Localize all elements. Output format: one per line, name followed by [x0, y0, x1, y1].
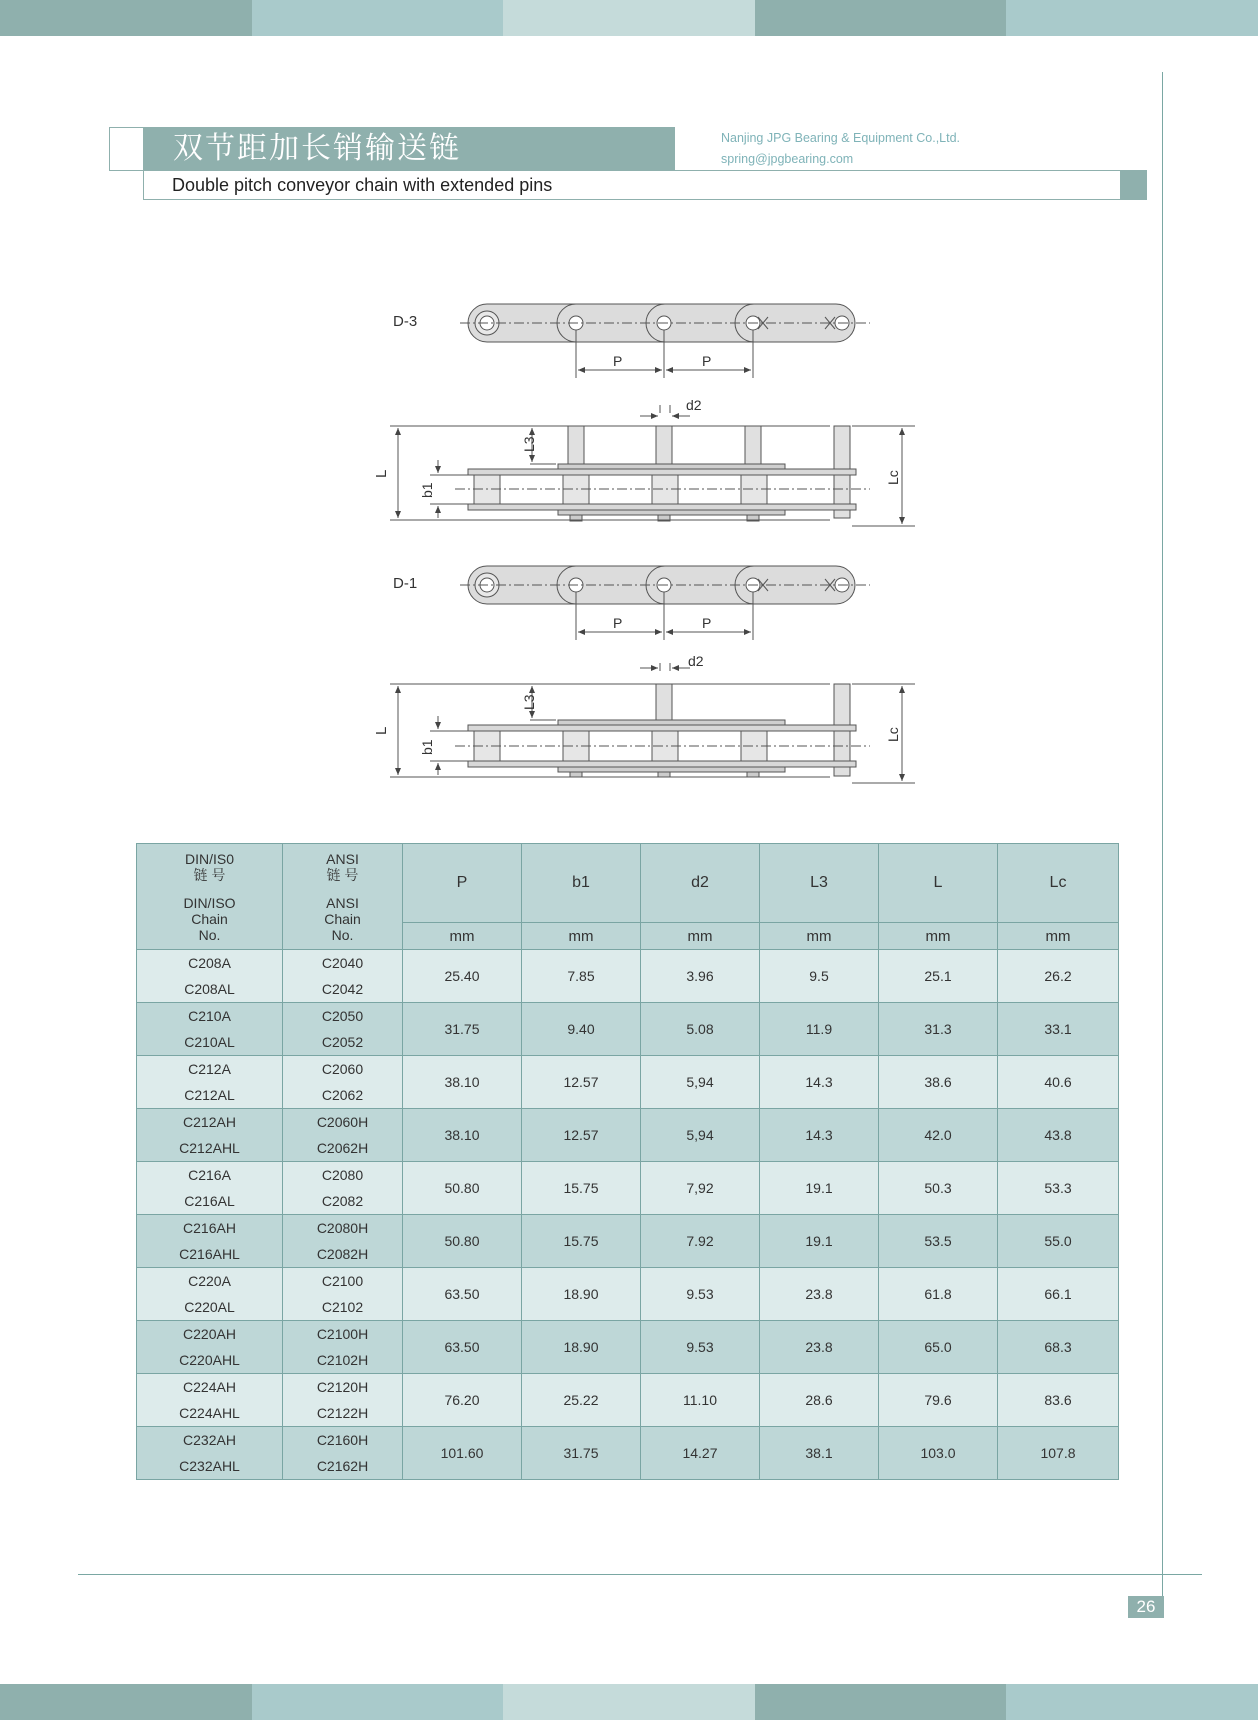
- unit-d2: mm: [641, 923, 760, 950]
- din-chain-no: C216AHL: [179, 1246, 240, 1262]
- din-chain-cell: [137, 1427, 283, 1480]
- top-decor-band: [0, 0, 1258, 36]
- l3-value: 23.8: [760, 1268, 879, 1321]
- lc-value: 26.2: [998, 950, 1119, 1003]
- ansi-chain-no: C2082H: [316, 1246, 369, 1262]
- unit-l3: mm: [760, 923, 879, 950]
- din-chain-cell: [137, 1321, 283, 1374]
- l-value: 53.5: [879, 1215, 998, 1268]
- header-l: L: [879, 844, 998, 923]
- ansi-chain-no: C2080: [321, 1167, 364, 1183]
- lc-value: 53.3: [998, 1162, 1119, 1215]
- din-chain-no: C212AH: [183, 1114, 236, 1130]
- ansi-chain-no: C2102H: [316, 1352, 369, 1368]
- ansi-chain-cell: [283, 1321, 403, 1374]
- ansi-chain-cell: [283, 1215, 403, 1268]
- d2-value: 14.27: [641, 1427, 760, 1480]
- header-d2: d2: [641, 844, 760, 923]
- l3-value: 19.1: [760, 1162, 879, 1215]
- ansi-chain-no: C2082: [321, 1193, 364, 1209]
- l-value: 103.0: [879, 1427, 998, 1480]
- din-chain-no: C216A: [188, 1167, 231, 1183]
- p-value: 63.50: [403, 1268, 522, 1321]
- ansi-chain-no: C2102: [321, 1299, 364, 1315]
- table-row: [137, 1374, 1119, 1427]
- header-ansi-en: ANSI: [326, 894, 359, 911]
- b1-value: 15.75: [522, 1162, 641, 1215]
- d1-b1-label: b1: [419, 739, 435, 755]
- company-email: spring@jpgbearing.com: [721, 152, 854, 166]
- din-chain-no: C216AL: [184, 1193, 235, 1209]
- din-chain-no: C220AH: [183, 1326, 236, 1342]
- din-chain-cell: [137, 1109, 283, 1162]
- din-chain-no: C212AL: [184, 1087, 235, 1103]
- page-subtitle: Double pitch conveyor chain with extended pins: [172, 175, 553, 195]
- table-row: [137, 1162, 1119, 1215]
- table-row: [137, 1215, 1119, 1268]
- lc-value: 40.6: [998, 1056, 1119, 1109]
- din-chain-no: C220AL: [184, 1299, 235, 1315]
- d2-value: 5.08: [641, 1003, 760, 1056]
- header-ansi-chain-no: [283, 844, 403, 950]
- d1-l3-label: L3: [521, 694, 537, 710]
- ansi-chain-no: C2060: [321, 1061, 364, 1077]
- ansi-chain-no: C2120H: [316, 1379, 369, 1395]
- lc-value: 68.3: [998, 1321, 1119, 1374]
- ansi-chain-no: C2052: [321, 1034, 364, 1050]
- b1-value: 7.85: [522, 950, 641, 1003]
- d1-pitch-label-2: P: [702, 615, 712, 631]
- din-chain-no: C224AHL: [179, 1405, 240, 1421]
- ansi-chain-cell: [283, 1003, 403, 1056]
- table-row: [137, 1056, 1119, 1109]
- p-value: 38.10: [403, 1109, 522, 1162]
- din-chain-no: C224AH: [183, 1379, 236, 1395]
- ansi-chain-cell: [283, 950, 403, 1003]
- d2-value: 7,92: [641, 1162, 760, 1215]
- p-value: 50.80: [403, 1162, 522, 1215]
- l3-value: 11.9: [760, 1003, 879, 1056]
- header-b1: b1: [522, 844, 641, 923]
- lc-value: 33.1: [998, 1003, 1119, 1056]
- ansi-chain-no: C2100H: [316, 1326, 369, 1342]
- ansi-chain-no: C2050: [321, 1008, 364, 1024]
- header-din-chain-no: [137, 844, 283, 950]
- header-p: P: [403, 844, 522, 923]
- lc-value: 43.8: [998, 1109, 1119, 1162]
- company-info: [721, 128, 960, 170]
- din-chain-no: C220A: [188, 1273, 231, 1289]
- header-din-no: No.: [198, 926, 221, 943]
- subtitle-tab: [1120, 170, 1147, 200]
- b1-value: 18.90: [522, 1321, 641, 1374]
- l-value: 42.0: [879, 1109, 998, 1162]
- l-value: 61.8: [879, 1268, 998, 1321]
- d2-value: 9.53: [641, 1321, 760, 1374]
- din-chain-cell: [137, 1003, 283, 1056]
- ansi-chain-no: C2062: [321, 1087, 364, 1103]
- unit-b1: mm: [522, 923, 641, 950]
- header-ansi-line: ANSI: [326, 850, 359, 867]
- header-l3: L3: [760, 844, 879, 923]
- b1-value: 31.75: [522, 1427, 641, 1480]
- p-value: 101.60: [403, 1427, 522, 1480]
- l3-value: 14.3: [760, 1056, 879, 1109]
- l3-value: 23.8: [760, 1321, 879, 1374]
- din-chain-cell: [137, 1215, 283, 1268]
- ansi-chain-cell: [283, 1162, 403, 1215]
- ansi-chain-cell: [283, 1056, 403, 1109]
- l-value: 79.6: [879, 1374, 998, 1427]
- header-ansi-no: No.: [331, 926, 354, 943]
- d1-l-label: L: [373, 726, 390, 735]
- lc-value: 55.0: [998, 1215, 1119, 1268]
- l-value: 65.0: [879, 1321, 998, 1374]
- din-chain-no: C216AH: [183, 1220, 236, 1236]
- header-din-cn: 链 号: [193, 866, 226, 883]
- ansi-chain-no: C2060H: [316, 1114, 369, 1130]
- p-value: 63.50: [403, 1321, 522, 1374]
- ansi-chain-no: C2080H: [316, 1220, 369, 1236]
- d3-lc-label: Lc: [885, 470, 901, 485]
- d2-value: 7.92: [641, 1215, 760, 1268]
- d2-value: 9.53: [641, 1268, 760, 1321]
- company-name: Nanjing JPG Bearing & Equipment Co.,Ltd.: [721, 131, 961, 145]
- d1-pitch-label-1: P: [613, 615, 623, 631]
- unit-p: mm: [403, 923, 522, 950]
- din-chain-no: C210AL: [184, 1034, 235, 1050]
- p-value: 31.75: [403, 1003, 522, 1056]
- d3-label: D-3: [393, 313, 418, 330]
- header-ansi-cn: 链 号: [326, 866, 359, 883]
- l-value: 31.3: [879, 1003, 998, 1056]
- d2-value: 5,94: [641, 1056, 760, 1109]
- din-chain-no: C208A: [188, 955, 231, 971]
- spec-table-body: [137, 950, 1119, 1480]
- din-chain-no: C208AL: [184, 981, 235, 997]
- ansi-chain-no: C2042: [321, 981, 364, 997]
- ansi-chain-no: C2100: [321, 1273, 364, 1289]
- d3-b1-label: b1: [419, 482, 435, 498]
- ansi-chain-cell: [283, 1427, 403, 1480]
- din-chain-cell: [137, 1374, 283, 1427]
- p-value: 25.40: [403, 950, 522, 1003]
- header-din-chain: Chain: [191, 910, 228, 927]
- lc-value: 107.8: [998, 1427, 1119, 1480]
- ansi-chain-cell: [283, 1268, 403, 1321]
- page-number: 26: [1128, 1596, 1164, 1618]
- d2-value: 5,94: [641, 1109, 760, 1162]
- l3-value: 9.5: [760, 950, 879, 1003]
- din-chain-no: C220AHL: [179, 1352, 240, 1368]
- din-chain-cell: [137, 1056, 283, 1109]
- d3-d2-label: d2: [686, 397, 702, 413]
- din-chain-no: C232AH: [183, 1432, 236, 1448]
- b1-value: 18.90: [522, 1268, 641, 1321]
- ansi-chain-no: C2122H: [316, 1405, 369, 1421]
- page-title: 双节距加长销输送链: [143, 127, 675, 170]
- b1-value: 12.57: [522, 1109, 641, 1162]
- footer-rule: [78, 1574, 1202, 1575]
- din-chain-cell: [137, 1268, 283, 1321]
- p-value: 50.80: [403, 1215, 522, 1268]
- p-value: 76.20: [403, 1374, 522, 1427]
- l-value: 50.3: [879, 1162, 998, 1215]
- din-chain-no: C212A: [188, 1061, 231, 1077]
- unit-lc: mm: [998, 923, 1119, 950]
- ansi-chain-no: C2062H: [316, 1140, 369, 1156]
- d2-value: 3.96: [641, 950, 760, 1003]
- d3-pitch-label-1: P: [613, 353, 623, 369]
- table-row: [137, 1427, 1119, 1480]
- bottom-decor-band: [0, 1684, 1258, 1720]
- l3-value: 19.1: [760, 1215, 879, 1268]
- b1-value: 9.40: [522, 1003, 641, 1056]
- d1-side-view: [393, 566, 870, 640]
- title-outline: [109, 127, 144, 171]
- p-value: 38.10: [403, 1056, 522, 1109]
- header-lc: Lc: [998, 844, 1119, 923]
- din-chain-no: C232AHL: [179, 1458, 240, 1474]
- ansi-chain-no: C2162H: [316, 1458, 369, 1474]
- ansi-chain-cell: [283, 1109, 403, 1162]
- b1-value: 25.22: [522, 1374, 641, 1427]
- l-value: 38.6: [879, 1056, 998, 1109]
- d1-d2-label: d2: [688, 653, 704, 669]
- table-row: [137, 950, 1119, 1003]
- d3-side-view: [393, 304, 870, 378]
- d3-top-view: [373, 397, 915, 526]
- d2-value: 11.10: [641, 1374, 760, 1427]
- l3-value: 28.6: [760, 1374, 879, 1427]
- table-row: [137, 1268, 1119, 1321]
- din-chain-cell: [137, 1162, 283, 1215]
- din-chain-no: C210A: [188, 1008, 231, 1024]
- d3-pitch-label-2: P: [702, 353, 712, 369]
- din-chain-cell: [137, 950, 283, 1003]
- ansi-chain-cell: [283, 1374, 403, 1427]
- ansi-chain-no: C2040: [321, 955, 364, 971]
- d1-lc-label: Lc: [885, 727, 901, 742]
- d3-l3-label: L3: [521, 436, 537, 452]
- l3-value: 14.3: [760, 1109, 879, 1162]
- unit-l: mm: [879, 923, 998, 950]
- header-din-line: DIN/IS0: [184, 850, 234, 867]
- l3-value: 38.1: [760, 1427, 879, 1480]
- d1-label: D-1: [393, 575, 418, 592]
- lc-value: 66.1: [998, 1268, 1119, 1321]
- spec-table: [136, 843, 1119, 1480]
- l-value: 25.1: [879, 950, 998, 1003]
- chain-diagram: [370, 280, 930, 790]
- header-din-en: DIN/ISO: [183, 894, 236, 911]
- table-row: [137, 1109, 1119, 1162]
- table-row: [137, 1003, 1119, 1056]
- lc-value: 83.6: [998, 1374, 1119, 1427]
- table-row: [137, 1321, 1119, 1374]
- header-ansi-chain: Chain: [324, 910, 361, 927]
- ansi-chain-no: C2160H: [316, 1432, 369, 1448]
- d1-top-view: [373, 653, 915, 783]
- b1-value: 12.57: [522, 1056, 641, 1109]
- din-chain-no: C212AHL: [179, 1140, 240, 1156]
- b1-value: 15.75: [522, 1215, 641, 1268]
- d3-l-label: L: [373, 469, 390, 478]
- right-rule: [1162, 72, 1163, 1600]
